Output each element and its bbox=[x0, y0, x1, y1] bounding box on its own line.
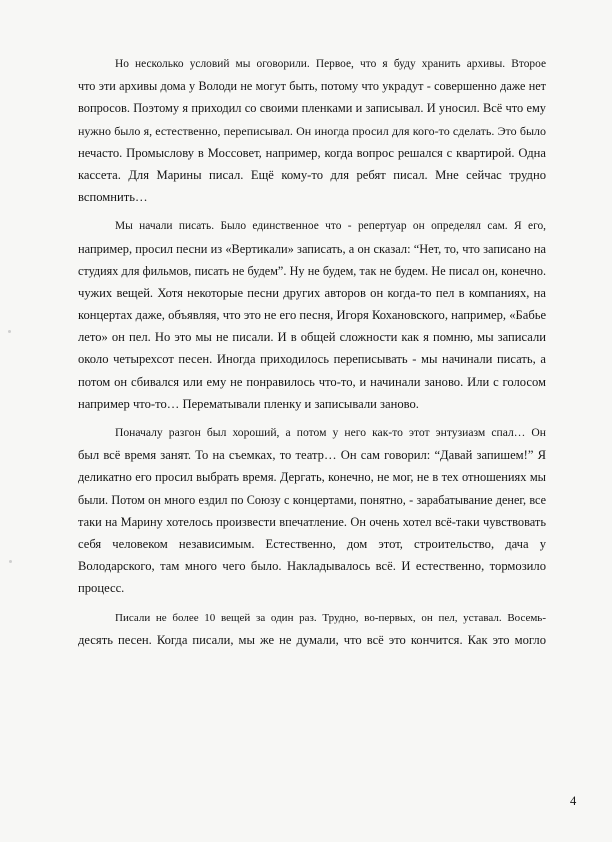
page-number: 4 bbox=[570, 794, 577, 808]
text-line: лето» он пел. Но это мы не писали. И в общей сложности как я помню, мы записали bbox=[78, 330, 546, 345]
paragraph bbox=[78, 607, 546, 651]
text-line: студиях для фильмов, писать не будем”. Ну не будем, так не будем. Не писал он, конечно. bbox=[78, 263, 546, 278]
text-line: Писали не более 10 вещей за один раз. Трудно, во-первых, он пел, уставал. Восемь- bbox=[115, 611, 546, 624]
text-line: например, просил песни из «Вертикали» записать, а он сказал: “Нет, то, что записано на bbox=[78, 241, 546, 256]
body-text bbox=[78, 53, 546, 658]
paragraph bbox=[78, 215, 546, 415]
text-line: нечасто. Промыслову в Моссовет, например, когда вопрос решался с квартирой. Одна bbox=[78, 145, 546, 160]
text-line: Поначалу разгон был хороший, а потом у него как-то этот энтузиазм спал… Он bbox=[115, 426, 546, 439]
text-line: около четырехсот песен. Иногда приходилось переписывать - мы начинали писать, а bbox=[78, 352, 546, 367]
text-line: например что-то… Перематывали пленку и записывали заново. bbox=[78, 396, 419, 411]
text-line: процесс. bbox=[78, 581, 125, 596]
text-line: вопросов. Поэтому я приходил со своими пленками и записывал. И уносил. Всё что ему bbox=[78, 101, 546, 116]
paragraph bbox=[78, 422, 546, 600]
scan-speck bbox=[8, 330, 11, 333]
paragraph bbox=[78, 53, 546, 208]
text-line: десять песен. Когда писали, мы же не думали, что всё это кончится. Как это могло bbox=[78, 632, 546, 647]
text-line: кассета. Для Марины писал. Ещё кому-то для ребят писал. Мне сейчас трудно bbox=[78, 167, 546, 182]
text-line: Мы начали писать. Было единственное что - репертуар он определял сам. Я его, bbox=[115, 220, 546, 233]
text-line: были. Потом он много ездил по Союзу с концертами, понятно, - зарабатывание денег, все bbox=[78, 492, 546, 507]
text-line: концертах даже, объявляя, что это не его песня, Игоря Кохановского, например, «Бабье bbox=[78, 308, 547, 323]
scan-speck bbox=[9, 560, 12, 563]
text-line: таки на Марину хотелось произвести впечатление. Он очень хотел всё-таки чувствовать bbox=[78, 514, 546, 529]
text-line: был всё время занят. То на съемках, то театр… Он сам говорил: “Давай запишем!” Я bbox=[78, 448, 546, 463]
text-line: себя человеком независимым. Естественно, дом этот, строительство, дача у bbox=[78, 536, 546, 551]
text-line: Володарского, там много чего было. Накладывалось всё. И естественно, тормозило bbox=[78, 559, 546, 574]
text-line: что эти архивы дома у Володи не могут быть, потому что украдут - совершенно даже нет bbox=[78, 79, 546, 94]
text-line: Но несколько условий мы оговорили. Первое, что я буду хранить архивы. Второе bbox=[115, 58, 546, 70]
text-line: нужно было я, естественно, переписывал. Он иногда просил для кого-то сделать. Это было bbox=[78, 123, 546, 138]
text-line: чужих вещей. Хотя некоторые песни других авторов он когда-то пел в компаниях, на bbox=[78, 285, 546, 300]
text-line: потом он сбивался или ему не понравилось что-то, и начинали заново. Или с голосом bbox=[78, 374, 546, 389]
text-line: деликатно его просил выбрать время. Дергать, конечно, не мог, не в тех отношениях мы bbox=[78, 470, 546, 485]
text-line: вспомнить… bbox=[78, 190, 148, 205]
